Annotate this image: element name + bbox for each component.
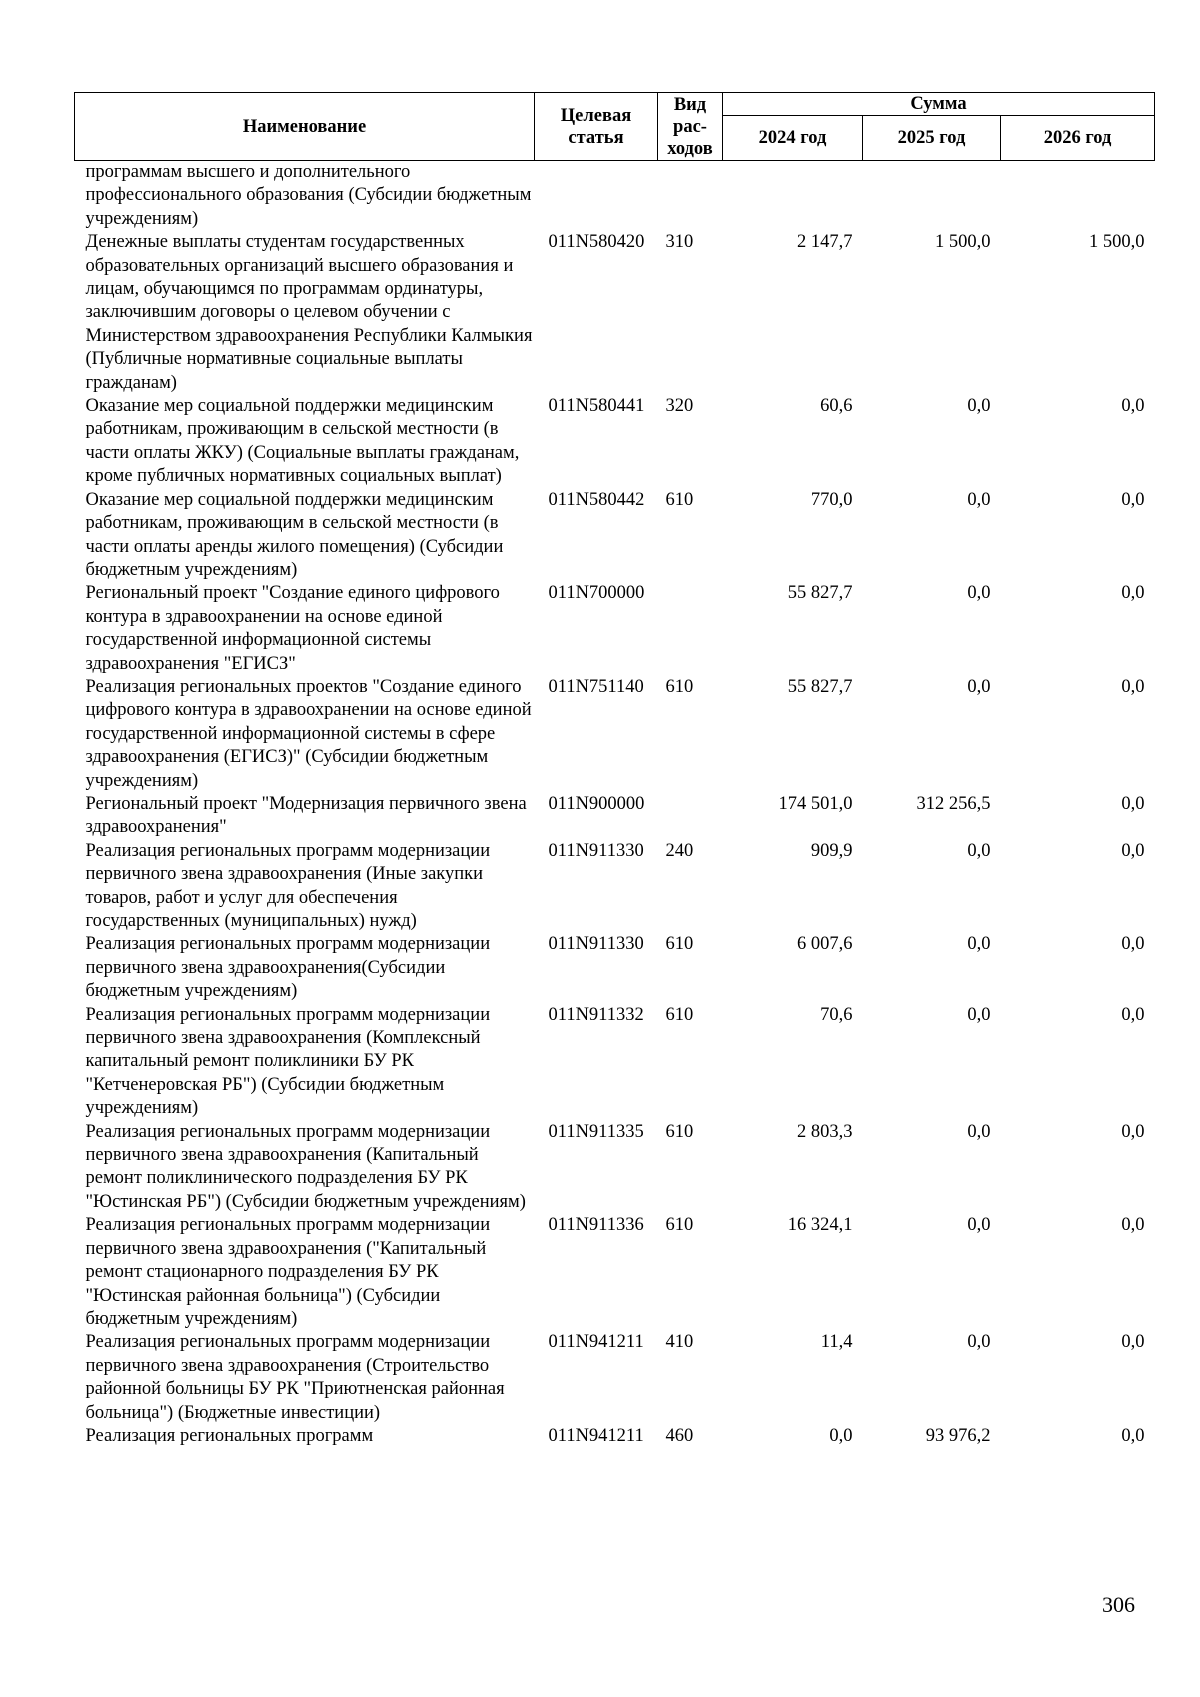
row-code: 011N941211 [548, 1332, 644, 1353]
row-type: 610 [665, 1121, 694, 1142]
row-name: Реализация региональных проектов "Создание единого цифрового контура в здравоохранении на основе единой государственной информационной системы в сфере здравоохранения (ЕГИСЗ)" (Субсидии бюджетным учреждениям) [85, 676, 532, 791]
header-year-2026: 2026 год [1001, 116, 1155, 161]
row-2024: 55 827,7 [787, 676, 853, 697]
table-row [75, 1004, 1155, 1121]
row-2026: 0,0 [1121, 1215, 1145, 1236]
row-name: Региональный проект "Модернизация первичного звена здравоохранения" [85, 793, 527, 838]
row-name: Реализация региональных программ модернизации первичного звена здравоохранения (Капитальный ремонт поликлинического подразделения БУ РК "Юстинская РБ") (Субсидии бюджетным учреждениям) [85, 1121, 526, 1212]
row-2026: 0,0 [1121, 1425, 1145, 1446]
table-row [75, 161, 1155, 232]
row-type: 410 [665, 1332, 694, 1353]
row-code: 011N700000 [548, 583, 645, 604]
row-2024: 6 007,6 [797, 934, 853, 955]
table-row [75, 933, 1155, 1003]
row-name: Реализация региональных программ модернизации первичного звена здравоохранения(Субсидии бюджетным учреждениям) [85, 934, 491, 1002]
row-2025: 0,0 [967, 1121, 991, 1142]
row-2025: 312 256,5 [916, 793, 991, 814]
row-code: 011N911330 [548, 934, 644, 955]
row-2026: 0,0 [1121, 396, 1145, 417]
header-name: Наименование [75, 93, 535, 161]
row-2024 [723, 161, 863, 232]
row-name: Денежные выплаты студентам государственных образовательных организаций высшего образования и лицам, обучающимся по программам ординатуры, заключившим договоры о целевом обучении с Министерством здравоохранения Республики Калмыкия (Публичные нормативные социальные выплаты гражданам) [85, 232, 533, 393]
page-number: 306 [1102, 1592, 1135, 1617]
row-code: 011N911335 [548, 1121, 644, 1142]
row-2026: 0,0 [1121, 489, 1145, 510]
row-name: Оказание мер социальной поддержки медицинским работникам, проживающим в сельской местности (в части оплаты аренды жилого помещения) (Субсидии бюджетным учреждениям) [85, 489, 504, 580]
table-row [75, 231, 1155, 395]
row-name: Реализация региональных программ модернизации первичного звена здравоохранения (Иные закупки товаров, работ и услуг для обеспечения государственных (муниципальных) нужд) [85, 840, 491, 931]
row-type [658, 161, 723, 232]
row-2024: 16 324,1 [787, 1215, 853, 1236]
row-type [658, 793, 723, 840]
row-type: 610 [665, 1215, 694, 1236]
row-2026 [1001, 161, 1155, 232]
row-2026: 0,0 [1121, 1121, 1145, 1142]
row-2025: 0,0 [967, 1215, 991, 1236]
row-2024: 70,6 [820, 1004, 853, 1025]
table-row [75, 489, 1155, 583]
header-year-2025: 2025 год [863, 116, 1001, 161]
row-2026: 0,0 [1121, 1004, 1145, 1025]
row-code: 011N900000 [548, 793, 645, 814]
row-2024: 174 501,0 [778, 793, 853, 814]
row-2026: 0,0 [1121, 676, 1145, 697]
table-row [75, 395, 1155, 489]
row-2024: 2 147,7 [797, 232, 853, 253]
budget-table [74, 92, 1155, 1448]
header-expense-type: Вид рас-ходов [658, 93, 723, 161]
row-2025: 0,0 [967, 934, 991, 955]
row-code: 011N941211 [548, 1425, 644, 1446]
row-type: 610 [665, 934, 694, 955]
row-2026: 1 500,0 [1089, 232, 1145, 253]
row-2024: 0,0 [829, 1425, 853, 1446]
row-2026: 0,0 [1121, 840, 1145, 861]
row-2025: 0,0 [967, 1332, 991, 1353]
row-type [658, 582, 723, 676]
row-type: 310 [665, 232, 694, 253]
table-header [75, 93, 1155, 161]
row-code: 011N911330 [548, 840, 644, 861]
table-row [75, 793, 1155, 840]
table-row [75, 1425, 1155, 1448]
row-code: 011N911336 [548, 1215, 644, 1236]
row-2025: 0,0 [967, 583, 991, 604]
table-row [75, 1331, 1155, 1425]
row-code: 011N580442 [548, 489, 645, 510]
row-2025: 0,0 [967, 396, 991, 417]
row-type: 240 [665, 840, 694, 861]
row-2025: 0,0 [967, 840, 991, 861]
row-name: Реализация региональных программ модернизации первичного звена здравоохранения (Строительство районной больницы БУ РК "Приютненская районная больница") (Бюджетные инвестиции) [85, 1332, 505, 1423]
row-name: Региональный проект "Создание единого цифрового контура в здравоохранении на основе единой государственной информационной системы здравоохранения "ЕГИСЗ" [85, 583, 500, 674]
table-row [75, 676, 1155, 793]
row-name: Реализация региональных программ [85, 1425, 374, 1446]
row-code: 011N580441 [548, 396, 645, 417]
row-name: Реализация региональных программ модернизации первичного звена здравоохранения ("Капитальный ремонт стационарного подразделения БУ РК "Юстинская районная больница") (Субсидии бюджетным учреждениям) [85, 1215, 491, 1329]
table-row [75, 1214, 1155, 1331]
row-2025: 1 500,0 [935, 232, 991, 253]
header-target-article: Целевая статья [535, 93, 658, 161]
table-row [75, 840, 1155, 934]
row-2024: 11,4 [820, 1332, 853, 1353]
row-type: 610 [665, 489, 694, 510]
row-2024: 2 803,3 [797, 1121, 853, 1142]
header-sum: Сумма [723, 93, 1155, 116]
row-2025: 0,0 [967, 676, 991, 697]
row-name: программам высшего и дополнительного профессионального образования (Субсидии бюджетным учреждениям) [85, 162, 532, 229]
table-row [75, 582, 1155, 676]
table-row [75, 1121, 1155, 1215]
row-name: Оказание мер социальной поддержки медицинским работникам, проживающим в сельской местности (в части оплаты ЖКУ) (Социальные выплаты гражданам, кроме публичных нормативных социальных выплат) [85, 396, 520, 487]
row-type: 460 [665, 1425, 694, 1446]
row-2024: 909,9 [810, 840, 853, 861]
row-2024: 60,6 [820, 396, 853, 417]
row-2026: 0,0 [1121, 583, 1145, 604]
header-year-2024: 2024 год [723, 116, 863, 161]
row-type: 320 [665, 396, 694, 417]
row-code: 011N580420 [548, 232, 645, 253]
row-2026: 0,0 [1121, 1332, 1145, 1353]
row-name: Реализация региональных программ модернизации первичного звена здравоохранения (Комплексный капитальный ремонт поликлиники БУ РК "Кетченеровская РБ") (Субсидии бюджетным учреждениям) [85, 1004, 491, 1119]
row-type: 610 [665, 1004, 694, 1025]
row-2025 [863, 161, 1001, 232]
row-type: 610 [665, 676, 694, 697]
row-2026: 0,0 [1121, 934, 1145, 955]
row-code: 011N751140 [548, 676, 644, 697]
row-2025: 93 976,2 [925, 1425, 991, 1446]
row-2025: 0,0 [967, 1004, 991, 1025]
row-2025: 0,0 [967, 489, 991, 510]
row-2024: 770,0 [810, 489, 853, 510]
row-code [535, 161, 658, 232]
row-code: 011N911332 [548, 1004, 644, 1025]
row-2026: 0,0 [1121, 793, 1145, 814]
row-2024: 55 827,7 [787, 583, 853, 604]
